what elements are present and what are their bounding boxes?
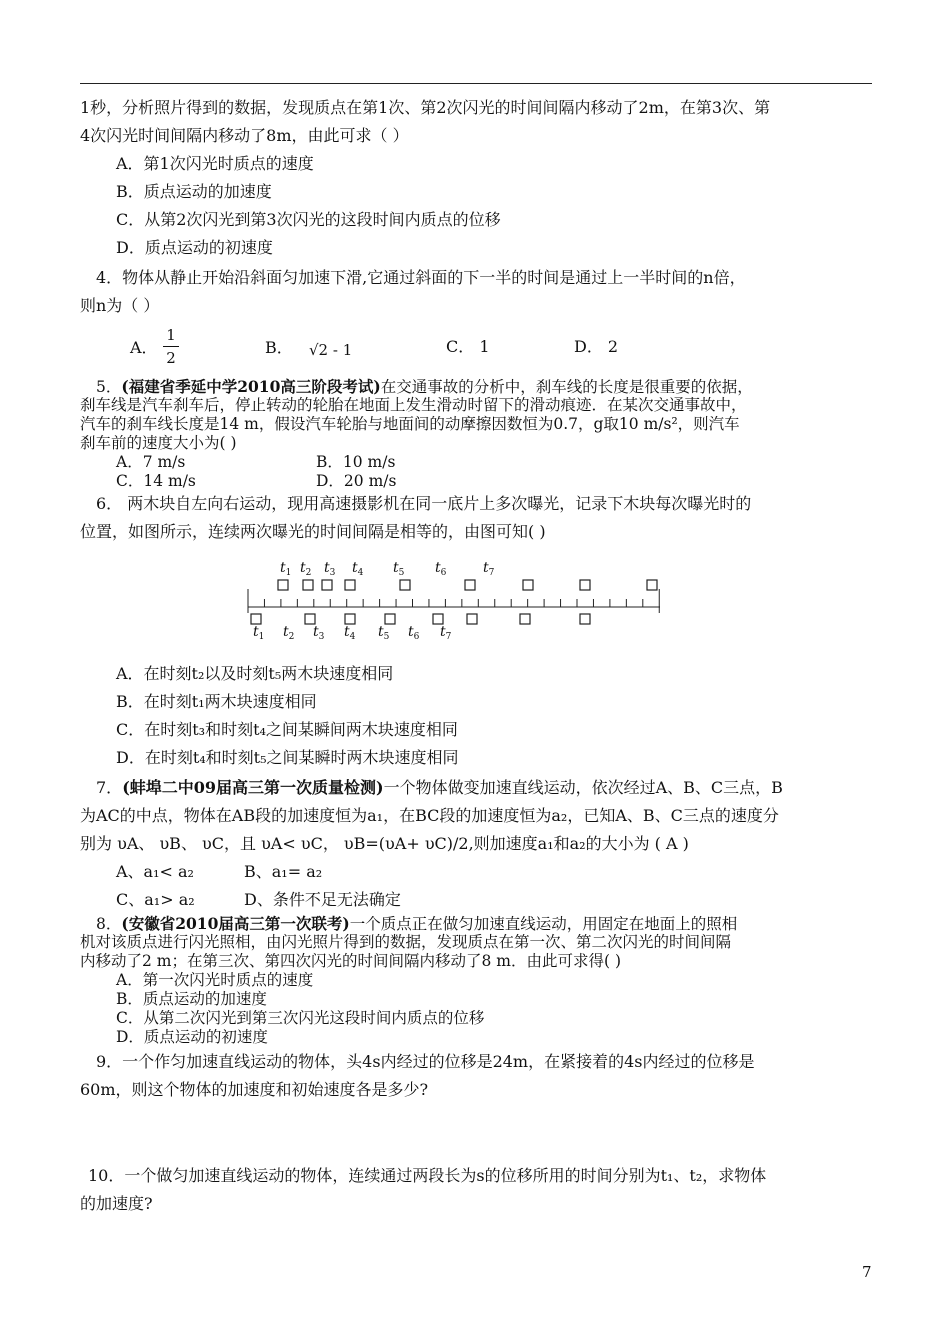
time-label: $t_2$: [283, 624, 295, 642]
q5-option-b: B．10 m/s: [316, 453, 396, 471]
time-label: $t_5$: [378, 624, 390, 642]
top-block-box: [400, 580, 410, 590]
time-label: $t_5$: [393, 560, 405, 578]
q7-option-b: B、a₁= a₂: [244, 862, 323, 881]
q7-text-1: 一个物体做变加速直线运动，依次经过A、B、C三点，B: [383, 778, 783, 797]
q8-number: 8．: [96, 915, 122, 933]
fraction-numerator: 1: [166, 326, 176, 344]
bottom-block-box: [305, 614, 315, 624]
q5-option-a: A．7 m/s: [116, 453, 186, 471]
q8-line-1: [96, 914, 737, 934]
top-block-box: [303, 580, 313, 590]
top-block-box: [523, 580, 533, 590]
q7-source: (蚌埠二中09届高三第一次质量检测): [122, 778, 384, 797]
q5-text-1: 在交通事故的分析中，刹车线的长度是很重要的依据，: [380, 378, 753, 396]
q4-option-b-label: B．: [265, 338, 293, 357]
bottom-block-positions: [251, 614, 590, 624]
q7-line-2: 为AC的中点，物体在AB段的加速度恒为a₁，在BC段的加速度恒为a₂，已知A、B、C三点的速度分: [80, 806, 779, 825]
bottom-block-box: [251, 614, 261, 624]
bottom-block-box: [385, 614, 395, 624]
fraction-one-half: [163, 326, 179, 367]
time-label: $t_1$: [280, 560, 292, 578]
q7-line-3: 别为 υA、 υB、 υC，且 υA< υC， υB=(υA+ υC)/2,则加速度a₁和a₂的大小为 ( A ): [80, 834, 689, 853]
time-label: $t_7$: [440, 624, 452, 642]
bottom-block-box: [520, 614, 530, 624]
top-block-box: [322, 580, 332, 590]
bottom-block-box: [433, 614, 443, 624]
q4-option-b-value: √2 - 1: [309, 341, 353, 359]
top-block-box: [465, 580, 475, 590]
q8-option-c: C．从第二次闪光到第三次闪光这段时间内质点的位移: [116, 1009, 485, 1027]
q4-line-1: 4．物体从静止开始沿斜面匀加速下滑,它通过斜面的下一半的时间是通过上一半时间的n倍，: [96, 268, 746, 287]
tick-marks: [248, 589, 659, 613]
bottom-block-box: [345, 614, 355, 624]
q7-line-1: [96, 778, 783, 798]
time-label: $t_2$: [300, 560, 312, 578]
header-rule: [80, 83, 872, 84]
q5-line-4: 刹车前的速度大小为( ): [80, 434, 237, 452]
q8-source: (安徽省2010届高三第一次联考): [121, 914, 350, 933]
q3-option-a: A．第1次闪光时质点的速度: [116, 154, 314, 173]
bottom-block-box: [467, 614, 477, 624]
q8-line-3: 内移动了2 m；在第三次、第四次闪光的时间间隔内移动了8 m．由此可求得( ): [80, 952, 621, 970]
q5-line-3: 汽车的刹车线长度是14 m，假设汽车轮胎与地面间的动摩擦因数恒为0.7，g取10 m/s²，则汽车: [80, 415, 740, 433]
top-block-box: [580, 580, 590, 590]
q8-option-d: D．质点运动的初速度: [116, 1028, 268, 1046]
fraction-bar: [163, 346, 179, 347]
q5-number: 5．: [96, 378, 122, 396]
q10-line-2: 的加速度?: [80, 1194, 153, 1213]
time-label: $t_4$: [352, 560, 364, 578]
q6-option-a: A．在时刻t₂以及时刻t₅两木块速度相同: [116, 664, 394, 683]
time-label: $t_6$: [408, 624, 420, 642]
q3-option-c: C．从第2次闪光到第3次闪光的这段时间内质点的位移: [116, 210, 501, 229]
time-label: $t_1$: [253, 624, 265, 642]
q10-line-1: 10．一个做匀加速直线运动的物体，连续通过两段长为s的位移所用的时间分别为t₁、t₂，求物体: [88, 1166, 767, 1185]
q5-option-d: D．20 m/s: [316, 472, 397, 490]
q8-option-b: B．质点运动的加速度: [116, 990, 267, 1008]
q5-line-2: 刹车线是汽车刹车后，停止转动的轮胎在地面上发生滑动时留下的滑动痕迹．在某次交通事故中，: [80, 396, 747, 414]
q4-option-a: [130, 326, 190, 370]
q5-line-1: [96, 377, 753, 397]
q8-text-1: 一个质点正在做匀加速直线运动，用固定在地面上的照相: [349, 915, 738, 933]
q7-number: 7．: [96, 778, 123, 797]
time-label: $t_3$: [313, 624, 325, 642]
q3-line-1: 1秒，分析照片得到的数据，发现质点在第1次、第2次闪光的时间间隔内移动了2m，在第3次、第: [80, 98, 771, 117]
q5-source: (福建省季延中学2010高三阶段考试): [121, 377, 381, 396]
time-label: $t_3$: [324, 560, 336, 578]
q8-line-2: 机对该质点进行闪光照相，由闪光照片得到的数据，发现质点在第一次、第二次闪光的时间间隔: [80, 933, 732, 951]
top-block-box: [278, 580, 288, 590]
time-label: $t_7$: [483, 560, 495, 578]
q3-option-d: D．质点运动的初速度: [116, 238, 273, 257]
q6-line-1: 6． 两木块自左向右运动，现用高速摄影机在同一底片上多次曝光，记录下木块每次曝光时的: [96, 494, 752, 513]
bottom-time-labels: [253, 624, 452, 642]
q4-option-a-label: A．: [130, 338, 158, 357]
top-time-labels: [280, 560, 495, 578]
fraction-denominator: 2: [166, 349, 176, 367]
q4-option-c: C． 1: [446, 337, 490, 356]
q5-option-c: C．14 m/s: [116, 472, 196, 490]
q6-option-d: D．在时刻t₄和时刻t₅之间某瞬时两木块速度相同: [116, 748, 459, 767]
time-label: $t_6$: [435, 560, 447, 578]
time-label: $t_4$: [344, 624, 356, 642]
q4-option-d: D． 2: [574, 337, 619, 356]
q8-option-a: A．第一次闪光时质点的速度: [116, 971, 314, 989]
q6-option-c: C．在时刻t₃和时刻t₄之间某瞬间两木块速度相同: [116, 720, 458, 739]
q3-option-b: B．质点运动的加速度: [116, 182, 272, 201]
q6-line-2: 位置，如图所示，连续两次曝光的时间间隔是相等的，由图可知( ): [80, 522, 546, 541]
q7-option-d: D、条件不足无法确定: [244, 890, 401, 909]
q9-line-2: 60m，则这个物体的加速度和初始速度各是多少?: [80, 1080, 429, 1099]
top-block-box: [647, 580, 657, 590]
exposure-figure: [240, 555, 670, 645]
top-block-positions: [278, 580, 657, 590]
q4-line-2: 则n为（ ）: [80, 296, 160, 315]
top-block-box: [345, 580, 355, 590]
q7-option-c: C、a₁> a₂: [116, 890, 195, 909]
q6-option-b: B．在时刻t₁两木块速度相同: [116, 692, 317, 711]
q7-option-a: A、a₁< a₂: [116, 862, 194, 881]
q9-line-1: 9．一个作匀加速直线运动的物体，头4s内经过的位移是24m，在紧接着的4s内经过的位移是: [96, 1052, 755, 1071]
bottom-block-box: [580, 614, 590, 624]
q3-line-2: 4次闪光时间间隔内移动了8m，由此可求（ ）: [80, 126, 409, 145]
page-number: 7: [862, 1263, 872, 1281]
